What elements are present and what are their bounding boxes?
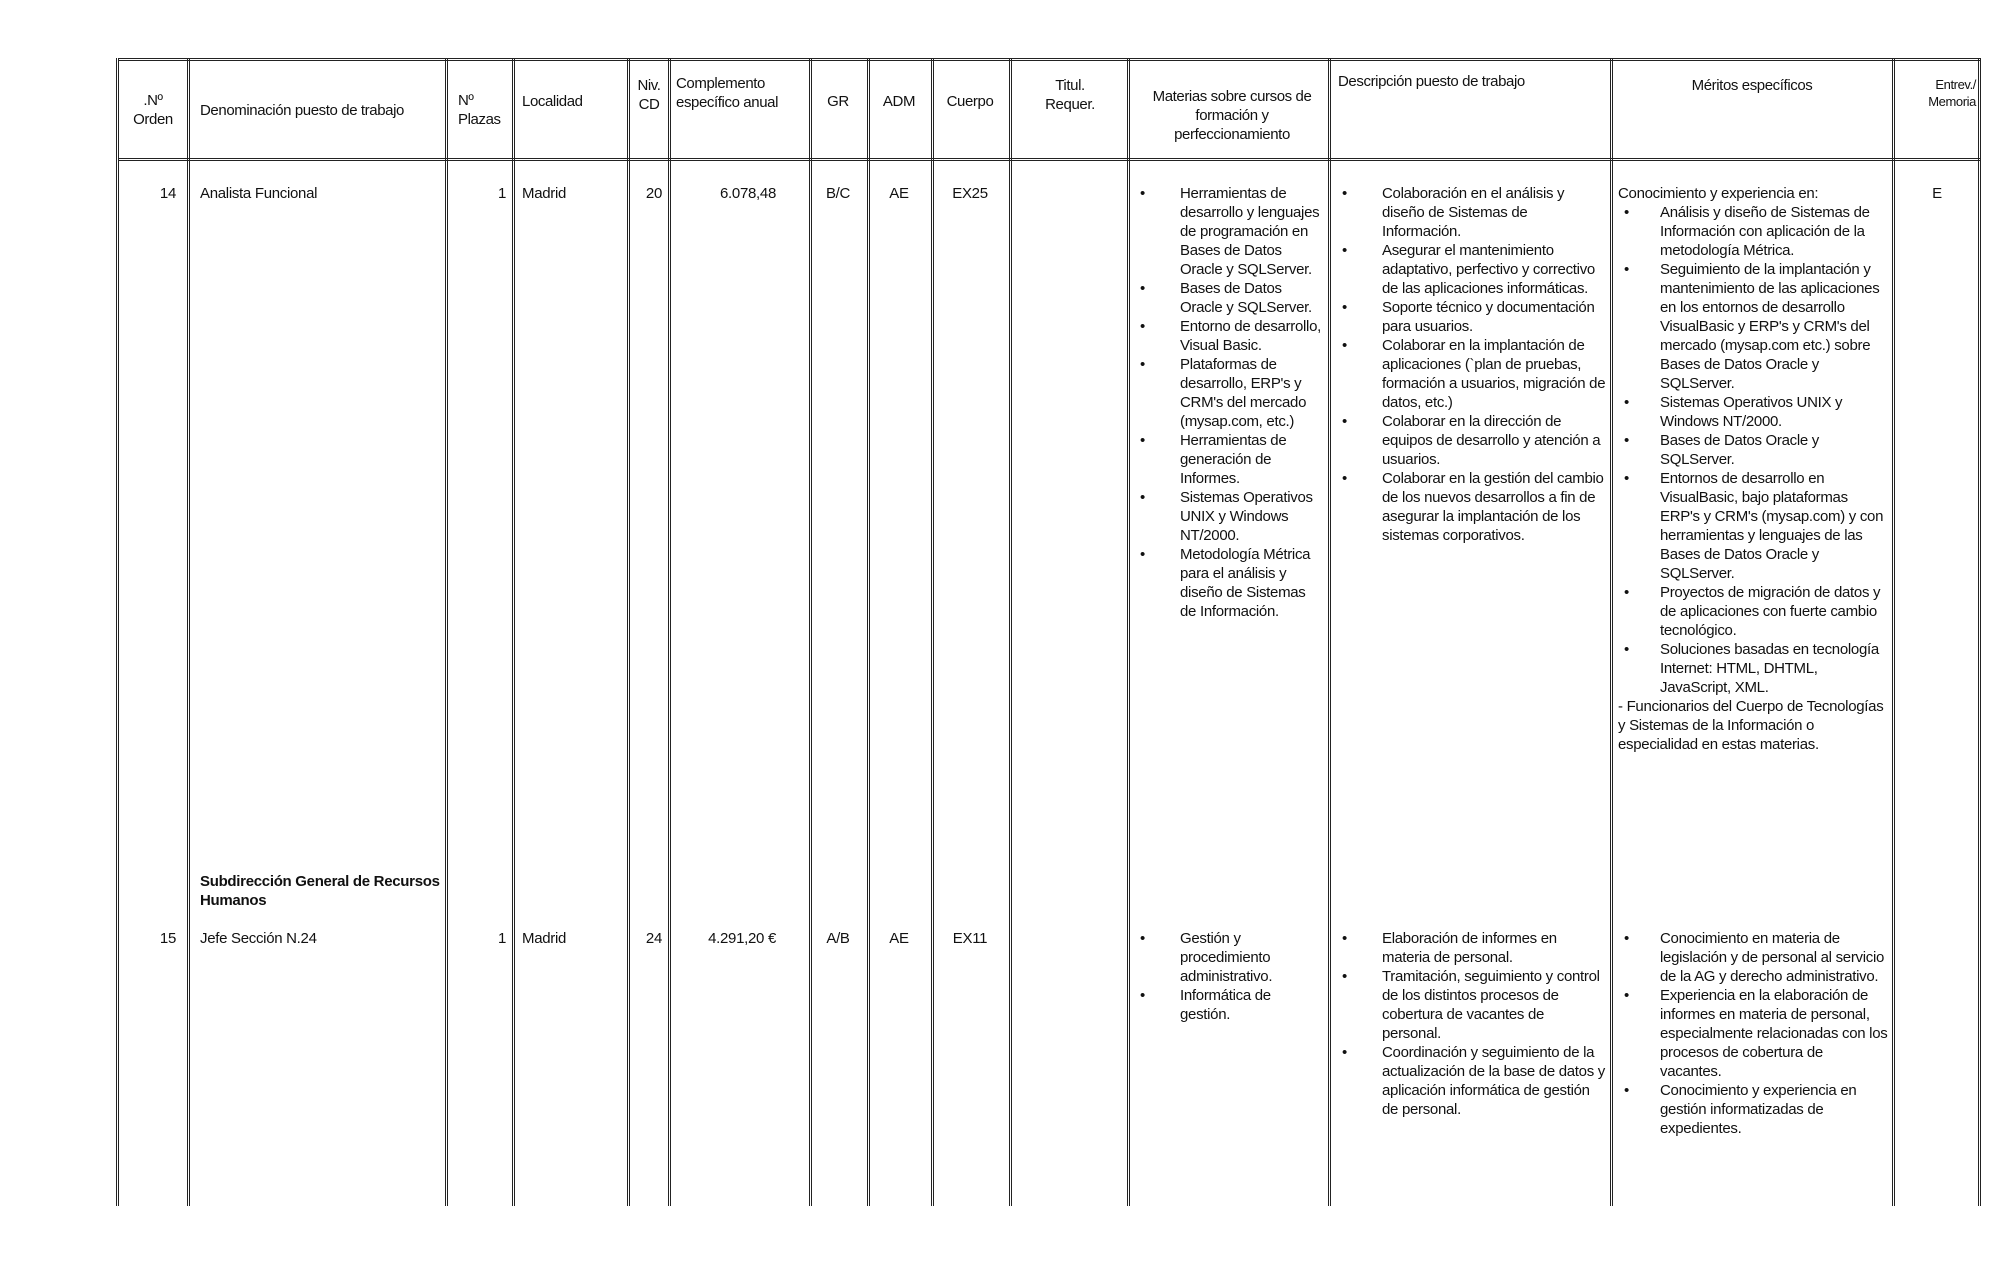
column-divider [931, 58, 934, 1206]
cell-nivel: 20 [645, 185, 662, 202]
column-divider [809, 58, 812, 1206]
header-complemento: Complemento específico anual [676, 75, 779, 111]
cell-plazas: 1 [497, 185, 506, 202]
column-divider [867, 58, 870, 1206]
column-divider [1127, 58, 1130, 1206]
header-orden: .Nº Orden [133, 92, 173, 128]
cell-entrev: E [1932, 185, 1942, 202]
header-bottom-border [118, 158, 1980, 161]
header-entrev: Entrev./ Memoria [1928, 77, 1976, 109]
header-cuerpo: Cuerpo [946, 93, 994, 110]
header-materias: Materias sobre cursos de formación y perfeccionamiento [1152, 87, 1312, 143]
list-item: • Soporte técnico y documentación para usuarios. [1336, 298, 1606, 336]
cell-gr: B/C [825, 185, 851, 202]
list-item: • Conocimiento en materia de legislación y de personal al servicio de la AG y derecho administrativo. [1618, 929, 1888, 986]
header-descripcion: Descripción puesto de trabajo [1338, 73, 1525, 90]
cell-localidad: Madrid [522, 185, 567, 202]
header-denominacion: Denominación puesto de trabajo [200, 101, 404, 119]
header-titul: Titul. Requer. [1045, 77, 1095, 113]
materias-list [1134, 184, 1324, 621]
list-item: • Informática de gestión. [1134, 986, 1324, 1024]
cell-complemento: 6.078,48 [720, 185, 776, 202]
column-divider [668, 58, 671, 1206]
table-top-border [118, 58, 1980, 61]
descripcion-list [1336, 929, 1606, 1119]
cell-orden: 15 [159, 930, 176, 947]
list-item: • Plataformas de desarrollo, ERP's y CRM's del mercado (mysap.com, etc.) [1134, 355, 1324, 431]
list-item: • Sistemas Operativos UNIX y Windows NT/2000. [1618, 393, 1888, 431]
cell-plazas: 1 [497, 930, 506, 947]
header-localidad: Localidad [522, 93, 583, 110]
cell-denominacion: Jefe Sección N.24 [200, 930, 317, 947]
column-divider [512, 58, 515, 1206]
list-item: • Tramitación, seguimiento y control de los distintos procesos de cobertura de vacantes de personal. [1336, 967, 1606, 1043]
list-item: • Análisis y diseño de Sistemas de Información con aplicación de la metodología Métrica. [1618, 203, 1888, 260]
meritos-intro: Conocimiento y experiencia en: [1618, 185, 1819, 202]
column-divider [627, 58, 630, 1206]
meritos-note: - Funcionarios del Cuerpo de Tecnologías y Sistemas de la Información o especialidad en estas materias. [1618, 698, 1884, 753]
list-item: • Sistemas Operativos UNIX y Windows NT/2000. [1134, 488, 1324, 545]
meritos-list [1618, 203, 1888, 697]
header-adm: ADM [882, 93, 916, 110]
column-divider [187, 58, 190, 1206]
cell-denominacion: Analista Funcional [200, 185, 318, 202]
header-gr: GR [827, 93, 849, 110]
cell-complemento: 4.291,20 € [708, 930, 776, 947]
materias-list [1134, 929, 1324, 1024]
meritos-cell [1618, 184, 1888, 754]
list-item: • Colaborar en la dirección de equipos de desarrollo y atención a usuarios. [1336, 412, 1606, 469]
list-item: • Bases de Datos Oracle y SQLServer. [1134, 279, 1324, 317]
column-divider [1009, 58, 1012, 1206]
header-plazas: Nº Plazas [458, 92, 501, 128]
column-divider [445, 58, 448, 1206]
cell-orden: 14 [159, 185, 176, 202]
list-item: • Entorno de desarrollo, Visual Basic. [1134, 317, 1324, 355]
cell-cuerpo: EX25 [952, 185, 988, 202]
header-nivel: Niv. CD [637, 77, 661, 113]
list-item: • Coordinación y seguimiento de la actualización de la base de datos y aplicación informática de gestión de personal. [1336, 1043, 1606, 1119]
cell-gr: A/B [826, 930, 850, 947]
meritos-list [1618, 929, 1888, 1138]
meritos-cell [1618, 929, 1888, 1138]
list-item: • Proyectos de migración de datos y de aplicaciones con fuerte cambio tecnológico. [1618, 583, 1888, 640]
list-item: • Experiencia en la elaboración de informes en materia de personal, especialmente relacionadas con los procesos de cobertura de vacantes. [1618, 986, 1888, 1081]
list-item: • Soluciones basadas en tecnología Internet: HTML, DHTML, JavaScript, XML. [1618, 640, 1888, 697]
column-divider [1892, 58, 1895, 1206]
column-divider [1610, 58, 1613, 1206]
list-item: • Elaboración de informes en materia de personal. [1336, 929, 1606, 967]
column-divider [1328, 58, 1331, 1206]
list-item: • Bases de Datos Oracle y SQLServer. [1618, 431, 1888, 469]
list-item: • Colaboración en el análisis y diseño de Sistemas de Información. [1336, 184, 1606, 241]
cell-adm: AE [889, 185, 909, 202]
descripcion-list [1336, 184, 1606, 545]
column-divider [1978, 58, 1981, 1206]
section-heading: Subdirección General de Recursos Humanos [200, 873, 440, 909]
list-item: • Herramientas de generación de Informes. [1134, 431, 1324, 488]
cell-localidad: Madrid [522, 930, 567, 947]
header-meritos: Méritos específicos [1691, 77, 1813, 94]
list-item: • Colaborar en la implantación de aplicaciones (`plan de pruebas, formación a usuarios, migración de datos, etc.) [1336, 336, 1606, 412]
list-item: • Asegurar el mantenimiento adaptativo, perfectivo y correctivo de las aplicaciones informáticas. [1336, 241, 1606, 298]
list-item: • Herramientas de desarrollo y lenguajes de programación en Bases de Datos Oracle y SQLServer. [1134, 184, 1324, 279]
list-item: • Conocimiento y experiencia en gestión informatizadas de expedientes. [1618, 1081, 1888, 1138]
list-item: • Metodología Métrica para el análisis y diseño de Sistemas de Información. [1134, 545, 1324, 621]
cell-cuerpo: EX11 [952, 930, 988, 947]
list-item: • Seguimiento de la implantación y mantenimiento de las aplicaciones en los entornos de desarrollo VisualBasic y ERP's y CRM's del mercado (mysap.com etc.) sobre Bases de Datos Oracle y SQLServer. [1618, 260, 1888, 393]
cell-adm: AE [889, 930, 909, 947]
list-item: • Entornos de desarrollo en VisualBasic, bajo plataformas ERP's y CRM's (mysap.com) y con herramientas y lenguajes de las Bases de Datos Oracle y SQLServer. [1618, 469, 1888, 583]
list-item: • Gestión y procedimiento administrativo. [1134, 929, 1324, 986]
cell-nivel: 24 [645, 930, 662, 947]
list-item: • Colaborar en la gestión del cambio de los nuevos desarrollos a fin de asegurar la implantación de los sistemas corporativos. [1336, 469, 1606, 545]
column-divider [116, 58, 119, 1206]
